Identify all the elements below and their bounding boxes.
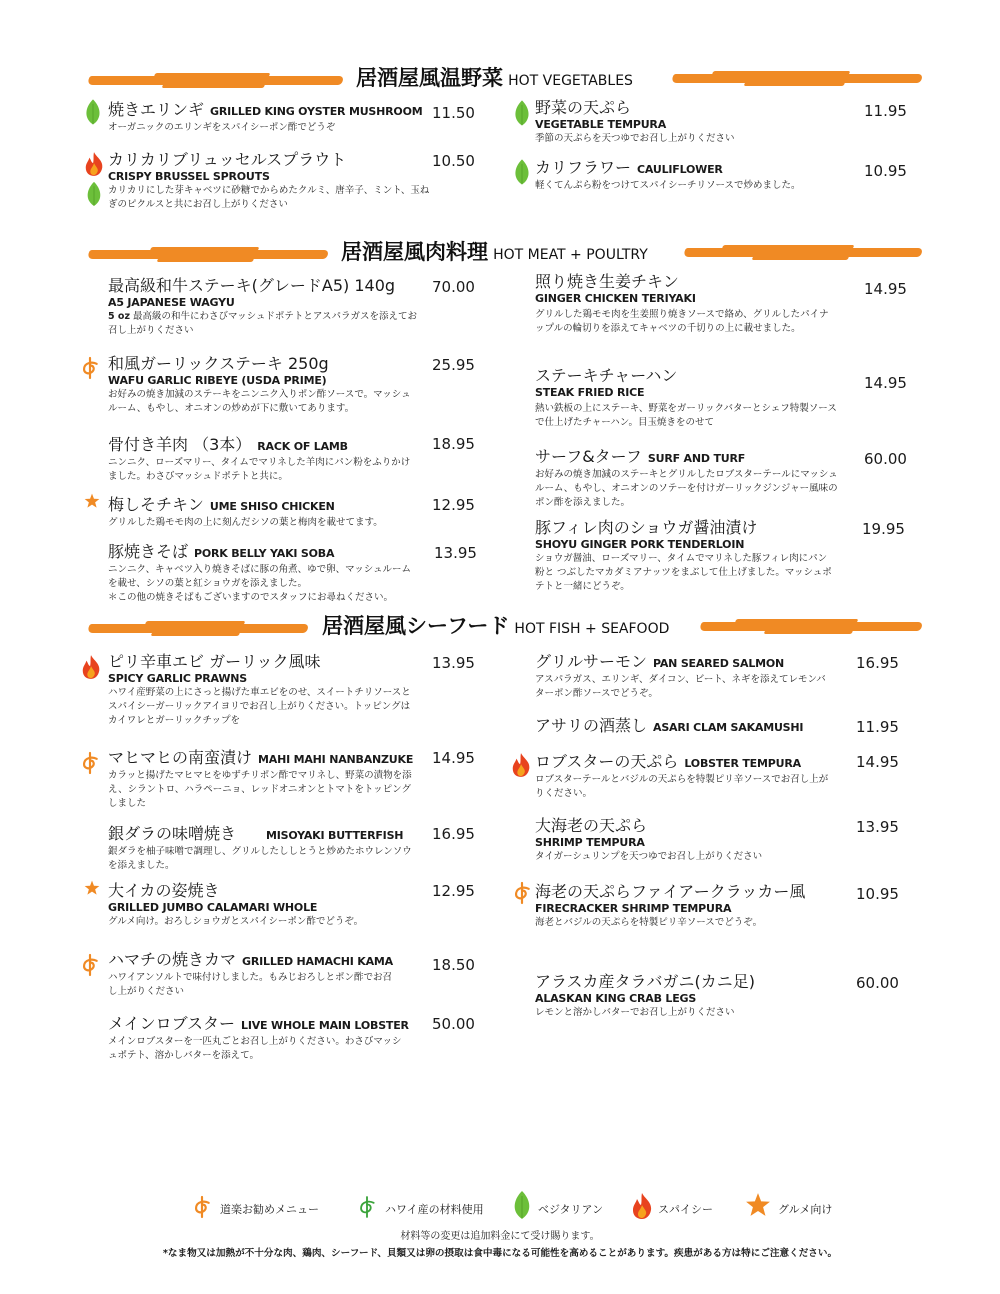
item-name-en: MISOYAKI BUTTERFISH (266, 829, 404, 842)
item-description: ニンニク、キャベツ入り焼きそばに豚の角煮、ゆで卵、マッシュルームを載せ、シソの葉と紅ショウガを添えました。 (108, 564, 412, 589)
flame-icon (630, 1192, 654, 1220)
menu-item (535, 716, 803, 737)
item-name-en: RACK OF LAMB (257, 440, 348, 453)
legend-label-dogaku: 道楽お勧めメニュー (220, 1203, 319, 1216)
footer-note-substitutions: 材料等の変更は追加料金にて受け賜ります。 (400, 1231, 600, 1242)
item-price: 12.95 (432, 496, 475, 514)
brush-stroke-right (698, 622, 924, 631)
item-description: 熱い鉄板の上にステーキ、野菜をガーリックバターとシェフ特製ソースで仕上げたチャーハン。目玉焼きをのせて (535, 403, 837, 428)
item-name-jp: 野菜の天ぷら (535, 98, 632, 117)
item-name-jp: 大海老の天ぷら (535, 816, 648, 835)
menu-item (535, 652, 835, 701)
item-name-jp: カリフラワー (535, 158, 632, 177)
item-price: 14.95 (856, 753, 899, 771)
item-price: 16.95 (432, 825, 475, 843)
item-name-jp: カリカリブリュッセルスプラウト (108, 150, 347, 169)
flame-icon (510, 752, 532, 778)
menu-item (108, 435, 418, 484)
item-price: 13.95 (856, 818, 899, 836)
item-name-en: FIRECRACKER SHRIMP TEMPURA (535, 902, 732, 915)
section-header-hot-meat (0, 232, 1000, 272)
brush-stroke-left (86, 250, 330, 259)
brush-stroke-right (682, 248, 924, 257)
item-description: ハワイ産野菜の上にさっと揚げた車エビをのせ、スイートチリソースとスパイシーガーリックアイヨリでお召し上がりください。トッピングはカイワレとガーリックチップを (108, 687, 411, 726)
menu-item (108, 881, 418, 929)
legend-label-hawaii: ハワイ産の材料使用 (385, 1203, 484, 1216)
item-price: 50.00 (432, 1015, 475, 1033)
item-name-en: PORK BELLY YAKI SOBA (194, 547, 335, 560)
item-name-jp: マヒマヒの南蛮漬け (108, 748, 253, 767)
legend-label-vegetarian: ベジタリアン (538, 1203, 604, 1216)
menu-item (108, 354, 418, 416)
item-description: ショウガ醤油、ローズマリー、タイムでマリネした豚フィレ肉にパン粉と つぶしたマカダミアナッツをまぶして仕上げました。マッシュポテトと一緒にどうぞ。 (535, 553, 832, 592)
leaf-icon (513, 158, 531, 186)
item-name-jp: 焼きエリンギ (108, 100, 205, 119)
item-description: オーガニックのエリンギをスパイシーポン酢でどうぞ (108, 122, 336, 133)
item-name-en: PAN SEARED SALMON (653, 657, 785, 670)
item-name-en: SPICY GARLIC PRAWNS (108, 672, 247, 685)
menu-item (108, 748, 413, 811)
item-price: 19.95 (862, 520, 905, 538)
item-price: 11.50 (432, 104, 475, 122)
item-price: 60.00 (856, 974, 899, 992)
item-name-en: SHRIMP TEMPURA (535, 836, 645, 849)
item-name-en: STEAK FRIED RICE (535, 386, 645, 399)
item-name-en: MAHI MAHI NANBANZUKE (258, 753, 414, 766)
dogaku-swirl-icon (80, 355, 100, 381)
menu-item (535, 98, 855, 146)
item-description: 季節の天ぷらを天つゆでお召し上がりください (535, 133, 735, 144)
dogaku-swirl-icon (512, 880, 532, 906)
leaf-icon (84, 98, 102, 126)
item-price: 10.95 (856, 885, 899, 903)
item-name-en: ASARI CLAM SAKAMUSHI (653, 721, 804, 734)
item-description: グリルした鶏モモ肉を生姜照り焼きソースで絡め、グリルしたパイナップルの輪切りを添えてキャベツの千切りの上に載せました。 (535, 309, 829, 334)
item-description: ロブスターテールとバジルの天ぷらを特製ピリ辛ソースでお召し上がりください。 (535, 774, 829, 799)
menu-item (535, 366, 845, 430)
menu-item (108, 100, 428, 135)
brush-stroke-left (86, 76, 345, 85)
item-description: グルメ向け。おろしショウガとスパイシーポン酢でどうぞ。 (108, 916, 364, 927)
item-price: 14.95 (432, 749, 475, 767)
item-description: カリカリにした芽キャベツに砂糖でからめたクルミ、唐辛子、ミント、玉ねぎのピクルスと共にお召し上がりください (108, 185, 430, 210)
item-name-en: GRILLED HAMACHI KAMA (242, 955, 393, 968)
section-title-en: HOT VEGETABLES (508, 73, 633, 89)
star-icon (745, 1192, 771, 1218)
leaf-icon (512, 1190, 532, 1220)
item-name-en: UME SHISO CHICKEN (209, 500, 335, 513)
item-name-en: GRILLED JUMBO CALAMARI WHOLE (108, 901, 318, 914)
legend-label-gourmet: グルメ向け (778, 1203, 833, 1216)
star-icon (84, 493, 100, 509)
item-name-en: GINGER CHICKEN TERIYAKI (535, 292, 696, 305)
item-name-jp: ピリ辛車エビ ガーリック風味 (108, 652, 321, 671)
menu-item (108, 1014, 409, 1063)
item-name-jp: 海老の天ぷらファイアークラッカー風 (535, 882, 806, 901)
item-name-jp: 骨付き羊肉 （3本） (108, 435, 252, 454)
item-price: 14.95 (864, 374, 907, 392)
item-price: 25.95 (432, 356, 475, 374)
menu-item (108, 276, 418, 338)
item-name-jp: 照り焼き生姜チキン (535, 272, 679, 291)
item-name-jp: グリルサーモン (535, 652, 648, 671)
menu-item (535, 972, 845, 1020)
brush-stroke-left (86, 624, 310, 633)
leaf-icon (85, 181, 103, 207)
item-name-en: LOBSTER TEMPURA (684, 757, 801, 770)
item-weight: 5 oz (108, 311, 130, 322)
dogaku-swirl-icon (80, 952, 100, 978)
item-description: お好みの焼き加減のステーキをニンニク入りポン酢ソースで。マッシュルーム、もやし、オニオンの炒めが下に敷いてあります。 (108, 389, 411, 414)
item-description: ニンニク、ローズマリー、タイムでマリネした羊肉にパン粉をふりかけました。わさびマッシュドポテトと共に。 (108, 457, 411, 482)
flame-icon (83, 151, 105, 177)
leaf-icon (513, 99, 531, 127)
item-description: アスパラガス、エリンギ、ダイコン、ビート、ネギを添えてレモンバターポン酢ソースでどうぞ。 (535, 674, 826, 699)
item-name-en: SURF AND TURF (647, 452, 746, 465)
item-name-jp: ハマチの焼きカマ (108, 950, 237, 969)
item-price: 12.95 (432, 882, 475, 900)
item-price: 10.50 (432, 152, 475, 170)
section-title-jp: 居酒屋風シーフード (322, 614, 510, 638)
item-description: 銀ダラを柚子味噌で調理し、グリルしたししとうと炒めたホウレンソウを添えました。 (108, 846, 412, 871)
item-price: 18.50 (432, 956, 475, 974)
item-description: 海老とバジルの天ぷらを特製ピリ辛ソースでどうぞ。 (535, 917, 763, 928)
item-name-en: GRILLED KING OYSTER MUSHROOM (210, 105, 423, 118)
brush-stroke-right (670, 74, 924, 83)
item-description: 軽くてんぷら粉をつけてスパイシーチリソースで炒めました。 (535, 180, 801, 191)
item-description: お好みの焼き加減のステーキとグリルしたロブスターテールにマッシュルーム、もやし、オニオンのソテーを付けガーリックジンジャー風味のポン酢を添えました。 (535, 469, 838, 508)
hawaii-swirl-icon (357, 1195, 377, 1219)
menu-item (535, 752, 835, 801)
menu-item (108, 495, 428, 530)
item-description: レモンと溶かしバターでお召し上がりください (535, 1007, 735, 1018)
legend-label-spicy: スパイシー (658, 1203, 713, 1216)
section-header-hot-seafood (0, 606, 1000, 646)
section-title-jp: 居酒屋風肉料理 (341, 240, 488, 264)
item-description: タイガーシュリンプを天つゆでお召し上がりください (535, 851, 763, 862)
item-name-jp: 銀ダラの味噌焼き (108, 824, 237, 843)
item-name-en: WAFU GARLIC RIBEYE (USDA PRIME) (108, 374, 327, 387)
item-name-jp: 最高級和牛ステーキ(グレードA5) 140g (108, 276, 396, 295)
item-description: グリルした鶏モモ肉の上に刻んだシソの葉と梅肉を載せてます。 (108, 517, 383, 528)
item-description: カラッと揚げたマヒマヒをゆずチリポン酢でマリネし、野菜の漬物を添え、シラントロ、ハラペーニョ、レッドオニオンとトマトをトッピングしました (108, 770, 412, 809)
menu-item (535, 882, 845, 930)
item-name-jp: アサリの酒蒸し (535, 716, 648, 735)
menu-item (535, 447, 840, 510)
item-price: 16.95 (856, 654, 899, 672)
section-title-en: HOT MEAT + POULTRY (493, 247, 648, 263)
item-name-en: SHOYU GINGER PORK TENDERLOIN (535, 538, 745, 551)
menu-item (535, 816, 845, 864)
item-name-jp: サーフ&ターフ (535, 447, 642, 466)
item-price: 14.95 (864, 280, 907, 298)
item-name-jp: 大イカの姿焼き (108, 881, 220, 900)
item-name-en: LIVE WHOLE MAIN LOBSTER (241, 1019, 409, 1032)
item-name-en: VEGETABLE TEMPURA (535, 118, 667, 131)
menu-item (108, 824, 418, 873)
item-description: ハワイアンソルトで味付けしました。もみじおろしとポン酢でお召し上がりください (108, 972, 393, 997)
item-name-jp: アラスカ産タラバガニ(カニ足) (535, 972, 756, 991)
item-price: 13.95 (434, 544, 477, 562)
item-price: 18.95 (432, 435, 475, 453)
item-price: 13.95 (432, 654, 475, 672)
item-name-en: ALASKAN KING CRAB LEGS (535, 992, 697, 1005)
item-name-jp: 豚焼きそば (108, 542, 189, 561)
item-description: メインロブスターを一匹丸ごとお召し上がりください。わさびマッシュポテト、溶かしバターを添えて。 (108, 1036, 402, 1061)
menu-item (108, 542, 420, 605)
dogaku-swirl-icon (80, 750, 100, 776)
item-name-jp: 梅しそチキン (108, 495, 204, 514)
footer-health-warning: *なま物又は加熱が不十分な肉、鶏肉、シーフード、貝類又は卵の摂取は食中毒になる可能性を高めることがあります。疾患がある方は特にご注意ください。 (162, 1248, 838, 1259)
menu-item (108, 652, 413, 728)
item-name-jp: 和風ガーリックステーキ 250g (108, 354, 329, 373)
menu-item (535, 272, 830, 336)
item-name-jp: ステーキチャーハン (535, 366, 678, 385)
section-title-jp: 居酒屋風温野菜 (356, 66, 503, 90)
item-name-en: CAULIFLOWER (637, 163, 723, 176)
item-name-jp: ロブスターの天ぷら (535, 752, 679, 771)
item-price: 11.95 (864, 102, 907, 120)
item-name-en: CRISPY BRUSSEL SPROUTS (108, 170, 270, 183)
item-name-jp: メインロブスター (108, 1014, 236, 1033)
section-header-hot-vegetables (0, 58, 1000, 98)
star-icon (84, 880, 100, 896)
item-price: 70.00 (432, 278, 475, 296)
menu-item (535, 158, 865, 193)
item-price: 60.00 (864, 450, 907, 468)
menu-item (108, 950, 398, 999)
item-name-en: A5 JAPANESE WAGYU (108, 296, 235, 309)
dogaku-swirl-icon (192, 1195, 212, 1219)
flame-icon (80, 654, 102, 680)
item-price: 11.95 (856, 718, 899, 736)
item-name-jp: 豚フィレ肉のショウガ醤油漬け (535, 518, 758, 537)
menu-item (535, 518, 835, 594)
item-description: 最高級の和牛にわさびマッシュドポテトとアスパラガスを添えてお召し上がりください (108, 311, 418, 336)
menu-item (108, 150, 433, 212)
item-price: 10.95 (864, 162, 907, 180)
section-title-en: HOT FISH + SEAFOOD (514, 621, 670, 637)
item-note: ＊この他の焼きそばもございますのでスタッフにお尋ねください。 (108, 592, 394, 603)
